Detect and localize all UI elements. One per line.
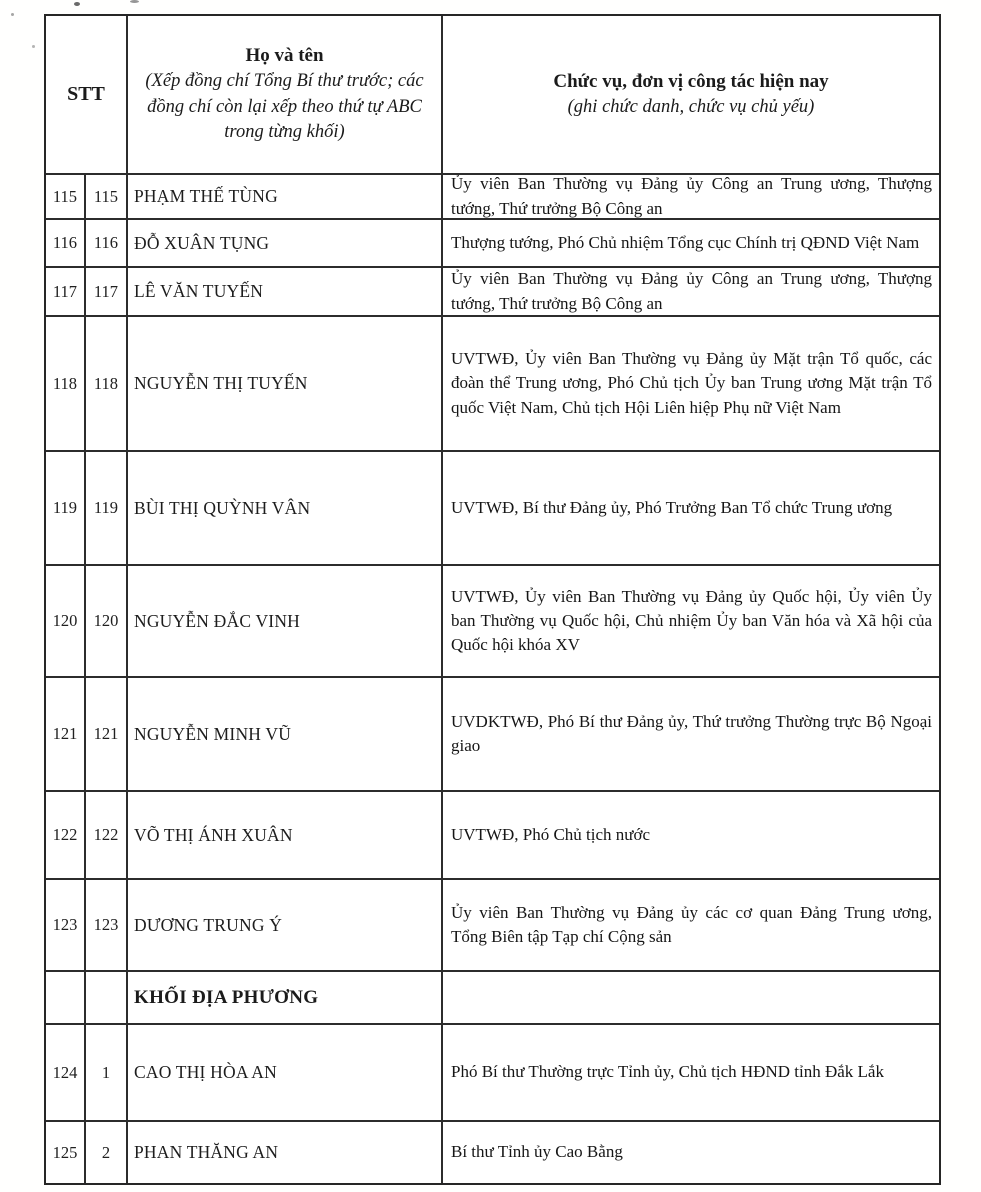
- stt-cell: 116: [46, 220, 86, 266]
- header-position-column: [443, 16, 939, 173]
- position-text: Ủy viên Ban Thường vụ Đảng ủy Công an Trung ương, Thượng tướng, Thứ trưởng Bộ Công an: [451, 269, 932, 313]
- position-cell: [443, 1122, 939, 1183]
- name-cell: BÙI THỊ QUỲNH VÂN: [128, 452, 443, 564]
- sub-index-cell: 117: [86, 268, 128, 315]
- stt-cell: 119: [46, 452, 86, 564]
- sub-index-cell: 118: [86, 317, 128, 450]
- stt-cell: 118: [46, 317, 86, 450]
- name-cell: PHẠM THẾ TÙNG: [128, 175, 443, 218]
- position-cell: [443, 792, 939, 878]
- table-row: [46, 1025, 939, 1122]
- sub-index-cell: 116: [86, 220, 128, 266]
- name-cell: NGUYỄN THỊ TUYẾN: [128, 317, 443, 450]
- header-position-title: Chức vụ, đơn vị công tác hiện nay: [553, 70, 829, 92]
- section-header-row: [46, 972, 939, 1025]
- scan-artifact: [32, 45, 35, 48]
- scan-artifact: [11, 13, 14, 16]
- position-cell: [443, 566, 939, 676]
- position-text: Thượng tướng, Phó Chủ nhiệm Tổng cục Chính trị QĐND Việt Nam: [451, 232, 920, 252]
- name-cell: PHAN THĂNG AN: [128, 1122, 443, 1183]
- table-row: [46, 792, 939, 880]
- section-title: KHỐI ĐỊA PHƯƠNG: [128, 972, 443, 1023]
- table-header-row: [46, 16, 939, 175]
- name-cell: DƯƠNG TRUNG Ý: [128, 880, 443, 970]
- position-cell: [443, 268, 939, 315]
- sub-index-cell: 123: [86, 880, 128, 970]
- sub-index-cell: 115: [86, 175, 128, 218]
- position-cell-empty: [443, 972, 939, 1023]
- table-row: [46, 268, 939, 317]
- name-cell: NGUYỄN ĐẮC VINH: [128, 566, 443, 676]
- position-cell: [443, 317, 939, 450]
- position-cell: [443, 880, 939, 970]
- position-text: UVDKTWĐ, Phó Bí thư Đảng ủy, Thứ trưởng Thường trực Bộ Ngoại giao: [451, 711, 932, 755]
- name-cell: LÊ VĂN TUYẾN: [128, 268, 443, 315]
- position-text: Bí thư Tỉnh ủy Cao Bằng: [451, 1142, 623, 1162]
- table-row: [46, 452, 939, 566]
- name-cell: VÕ THỊ ÁNH XUÂN: [128, 792, 443, 878]
- header-name-note: (Xếp đồng chí Tổng Bí thư trước; các đồng chí còn lại xếp theo thứ tự ABC trong từng khối): [145, 71, 424, 143]
- table-row: [46, 220, 939, 268]
- stt-cell: 123: [46, 880, 86, 970]
- position-text: Phó Bí thư Thường trực Tỉnh ủy, Chủ tịch HĐND tỉnh Đắk Lắk: [451, 1062, 884, 1082]
- sub-index-cell: 1: [86, 1025, 128, 1120]
- position-cell: [443, 220, 939, 266]
- personnel-table: [44, 14, 941, 1185]
- stt-cell: 117: [46, 268, 86, 315]
- position-cell: [443, 175, 939, 218]
- header-position-note: (ghi chức danh, chức vụ chủ yếu): [567, 96, 815, 117]
- stt-cell: 121: [46, 678, 86, 790]
- header-name-column: [128, 16, 443, 173]
- stt-cell: 124: [46, 1025, 86, 1120]
- table-row: [46, 1122, 939, 1183]
- scan-artifact: [74, 2, 80, 6]
- position-cell: [443, 678, 939, 790]
- header-name-title: Họ và tên: [245, 45, 324, 67]
- sub-index-cell: 119: [86, 452, 128, 564]
- position-text: UVTWĐ, Ủy viên Ban Thường vụ Đảng ủy Mặt trận Tổ quốc, các đoàn thể Trung ương, Phó Chủ tịch Ủy ban Trung ương Mặt trận Tổ quốc Việt Nam, Chủ tịch Hội Liên hiệp Phụ nữ Việt Nam: [451, 349, 932, 417]
- table-row: [46, 678, 939, 792]
- table-row: [46, 566, 939, 678]
- name-cell: NGUYỄN MINH VŨ: [128, 678, 443, 790]
- stt-cell: 120: [46, 566, 86, 676]
- stt-cell: 122: [46, 792, 86, 878]
- table-row: [46, 175, 939, 220]
- stt-cell: 115: [46, 175, 86, 218]
- sub-index-cell: 2: [86, 1122, 128, 1183]
- position-text: UVTWĐ, Phó Chủ tịch nước: [451, 824, 651, 844]
- stt-cell-empty: [46, 972, 86, 1023]
- name-cell: CAO THỊ HÒA AN: [128, 1025, 443, 1120]
- header-stt: STT: [46, 16, 128, 173]
- position-text: UVTWĐ, Bí thư Đảng ủy, Phó Trưởng Ban Tổ chức Trung ương: [451, 497, 893, 517]
- table-row: [46, 880, 939, 972]
- sub-index-cell: 121: [86, 678, 128, 790]
- position-text: UVTWĐ, Ủy viên Ban Thường vụ Đảng ủy Quốc hội, Ủy viên Ủy ban Thường vụ Quốc hội, Chủ nhiệm Ủy ban Văn hóa và Xã hội của Quốc hội khóa XV: [451, 586, 932, 655]
- position-text: Ủy viên Ban Thường vụ Đảng ủy Công an Trung ương, Thượng tướng, Thứ trưởng Bộ Công an: [451, 175, 932, 218]
- scan-artifact: [130, 0, 139, 3]
- stt-cell: 125: [46, 1122, 86, 1183]
- sub-index-cell: 120: [86, 566, 128, 676]
- position-text: Ủy viên Ban Thường vụ Đảng ủy các cơ quan Đảng Trung ương, Tổng Biên tập Tạp chí Cộng sản: [451, 902, 932, 946]
- sub-index-cell: 122: [86, 792, 128, 878]
- position-cell: [443, 1025, 939, 1120]
- position-cell: [443, 452, 939, 564]
- table-row: [46, 317, 939, 452]
- sub-index-cell-empty: [86, 972, 128, 1023]
- name-cell: ĐỖ XUÂN TỤNG: [128, 220, 443, 266]
